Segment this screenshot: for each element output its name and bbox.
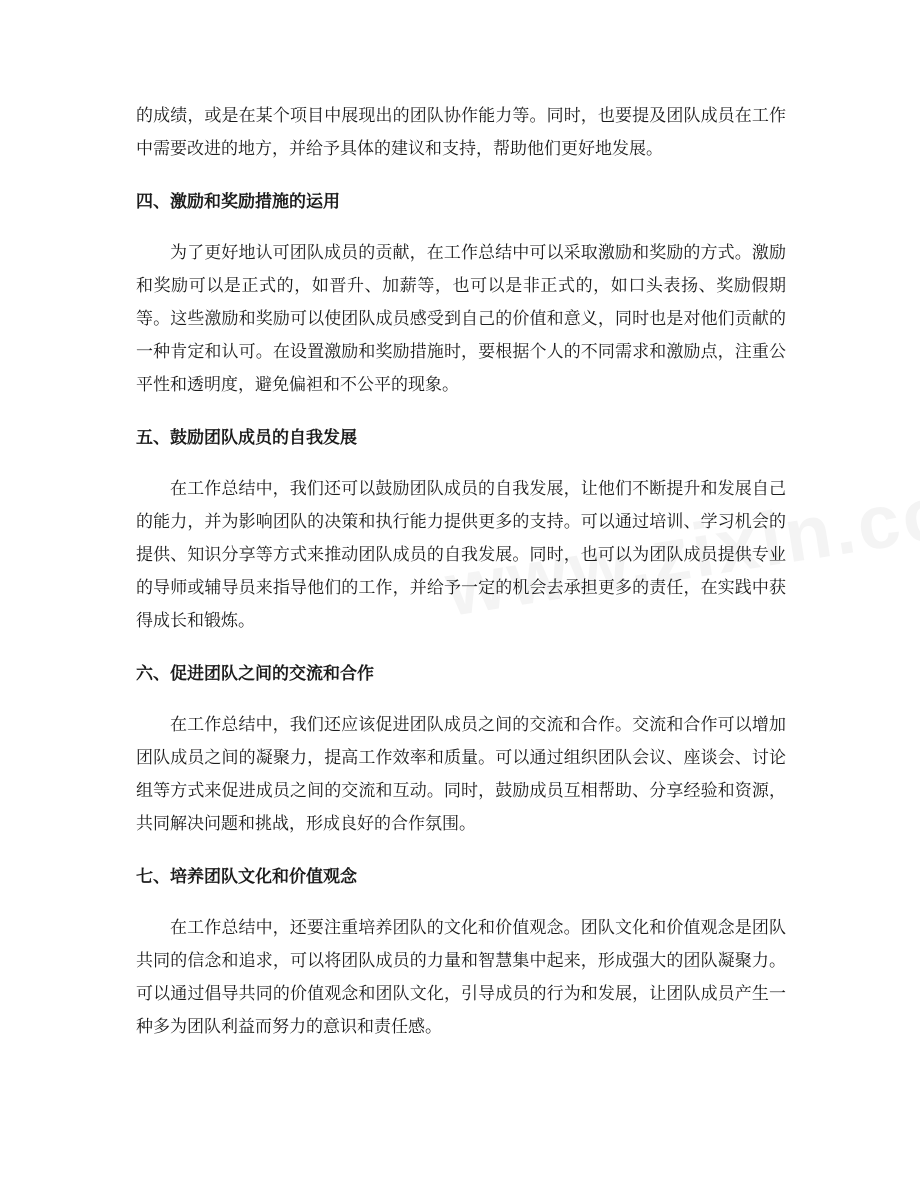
section-heading-7: 七、培养团队文化和价值观念: [136, 867, 357, 887]
section-heading-6: 六、促进团队之间的交流和合作: [136, 664, 374, 684]
document-body: [136, 100, 786, 1044]
section-body-6: 在工作总结中，我们还应该促进团队成员之间的交流和合作。交流和合作可以增加团队成员之间的凝聚力，提高工作效率和质量。可以通过组织团队会议、座谈会、讨论组等方式来促进成员之间的交流和互动。同时，鼓励成员互相帮助、分享经验和资源，共同解决问题和挑战，形成良好的合作氛围。: [136, 715, 786, 834]
intro-paragraph: 的成绩，或是在某个项目中展现出的团队协作能力等。同时，也要提及团队成员在工作中需要改进的地方，并给予具体的建议和支持，帮助他们更好地发展。: [136, 106, 786, 159]
section-body-5: 在工作总结中，我们还可以鼓励团队成员的自我发展，让他们不断提升和发展自己的能力，并为影响团队的决策和执行能力提供更多的支持。可以通过培训、学习机会的提供、知识分享等方式来推动团队成员的自我发展。同时，也可以为团队成员提供专业的导师或辅导员来指导他们的工作，并给予一定的机会去承担更多的责任，在实践中获得成长和锻炼。: [136, 479, 786, 631]
section-heading-4: 四、激励和奖励措施的运用: [136, 192, 340, 212]
section-body-7: 在工作总结中，还要注重培养团队的文化和价值观念。团队文化和价值观念是团队共同的信念和追求，可以将团队成员的力量和智慧集中起来，形成强大的团队凝聚力。可以通过倡导共同的价值观念和团队文化，引导成员的行为和发展，让团队成员产生一种多为团队利益而努力的意识和责任感。: [136, 918, 786, 1037]
section-body-4: 为了更好地认可团队成员的贡献，在工作总结中可以采取激励和奖励的方式。激励和奖励可以是正式的，如晋升、加薪等，也可以是非正式的，如口头表扬、奖励假期等。这些激励和奖励可以使团队成员感受到自己的价值和意义，同时也是对他们贡献的一种肯定和认可。在设置激励和奖励措施时，要根据个人的不同需求和激励点，注重公平性和透明度，避免偏袒和不公平的现象。: [136, 243, 786, 395]
section-heading-5: 五、鼓励团队成员的自我发展: [136, 428, 357, 448]
